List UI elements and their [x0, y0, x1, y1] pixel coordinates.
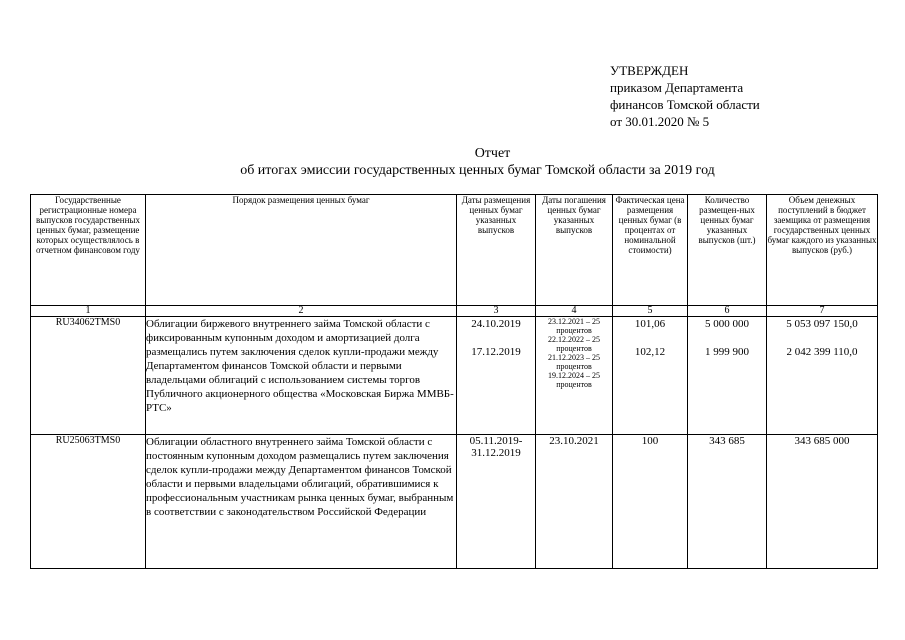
- column-number: 6: [688, 306, 767, 317]
- column-number: 2: [146, 306, 457, 317]
- placement-method: Облигации биржевого внутреннего займа Томской области с фиксированным купонным доходом и амортизацией долга размещались путем заключения сделок купли-продажи между Департаментом финансов Томской области и первыми владельцами облигаций с использованием системы торгов Публичного акционерного общества «Московская Биржа ММВБ-РТС»: [146, 317, 457, 435]
- approval-block: [610, 62, 760, 130]
- price-value: 102,12: [634, 346, 666, 358]
- table-row: [31, 435, 878, 569]
- header-placement-method: Порядок размещения ценных бумаг: [146, 195, 457, 306]
- header-quantity: Количество размещен-ных ценных бумаг указанных выпусков (шт.): [688, 195, 767, 306]
- column-number: 5: [613, 306, 688, 317]
- column-number: 7: [767, 306, 878, 317]
- header-placement-dates: Даты размещения ценных бумаг указанных выпусков: [457, 195, 536, 306]
- maturity-item: 19.12.2024 – 25 процентов: [548, 371, 600, 389]
- quantity-value: 1 999 900: [705, 346, 749, 358]
- approval-line-3: финансов Томской области: [610, 97, 760, 112]
- report-title-line-1: Отчет: [474, 146, 511, 161]
- table-header-row: [31, 195, 878, 306]
- emission-report-table: [30, 194, 878, 569]
- quantity-value: 5 000 000: [705, 318, 749, 330]
- actual-price: [613, 317, 688, 435]
- column-number-row: [31, 306, 878, 317]
- maturity-item: 22.12.2022 – 25 процентов: [548, 335, 600, 353]
- placement-date: 24.10.2019: [471, 318, 521, 330]
- header-actual-price: Фактическая цена размещения ценных бумаг (в процентах от номинальной стоимости): [613, 195, 688, 306]
- maturity-dates: [536, 317, 613, 435]
- placement-dates: [457, 317, 536, 435]
- approval-line-1: УТВЕРЖДЕН: [610, 63, 689, 78]
- header-proceeds: Объем денежных поступлений в бюджет заемщика от размещения государственных ценных бумаг каждого из указанных выпусков (руб.): [767, 195, 878, 306]
- header-reg-numbers: Государственные регистрационные номера выпусков государственных ценных бумаг, размещение которых осуществлялось в отчетном финансовом году: [31, 195, 146, 306]
- report-title: [0, 145, 905, 179]
- price-value: 101,06: [634, 318, 666, 330]
- column-number: 3: [457, 306, 536, 317]
- column-number: 1: [31, 306, 146, 317]
- column-number: 4: [536, 306, 613, 317]
- maturity-dates: 23.10.2021: [536, 435, 613, 569]
- quantity: 343 685: [688, 435, 767, 569]
- report-title-line-2: об итогах эмиссии государственных ценных бумаг Томской области за 2019 год: [240, 163, 715, 178]
- quantity: [688, 317, 767, 435]
- header-maturity-dates: Даты погашения ценных бумаг указанных выпусков: [536, 195, 613, 306]
- maturity-item: 21.12.2023 – 25 процентов: [548, 353, 600, 371]
- approval-line-2: приказом Департамента: [610, 80, 744, 95]
- placement-method: Облигации областного внутреннего займа Томской области с постоянным купонным доходом размещались путем заключения сделок купли-продажи между Департаментом финансов Томской области и первыми владельцами облигаций, обратившимися к профессиональным участникам рынка ценных бумаг, выбранным в соответствии с законодательством Российской Федерации: [146, 435, 457, 569]
- reg-number: RU25063TMS0: [31, 435, 146, 569]
- placement-dates: 05.11.2019-31.12.2019: [457, 435, 536, 569]
- placement-date: 17.12.2019: [471, 346, 521, 358]
- maturity-item: 23.12.2021 – 25 процентов: [548, 317, 600, 335]
- actual-price: 100: [613, 435, 688, 569]
- proceeds: [767, 317, 878, 435]
- reg-number: RU34062TMS0: [31, 317, 146, 435]
- proceeds-value: 2 042 399 110,0: [786, 346, 858, 358]
- proceeds: 343 685 000: [767, 435, 878, 569]
- table-row: [31, 317, 878, 435]
- proceeds-value: 5 053 097 150,0: [786, 318, 858, 330]
- approval-line-4: от 30.01.2020 № 5: [610, 114, 710, 129]
